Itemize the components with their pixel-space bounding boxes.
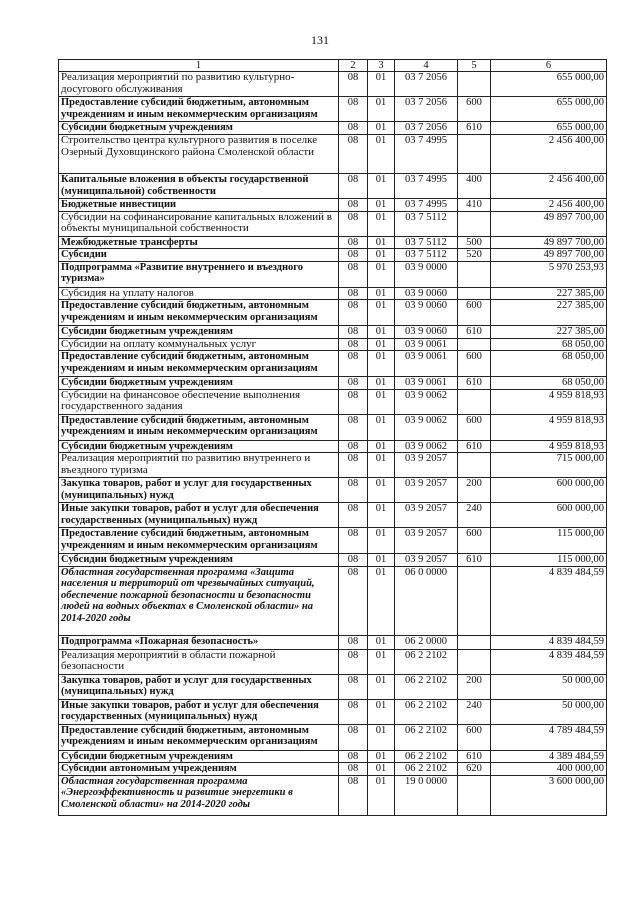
row-subsection: 01 xyxy=(368,763,395,776)
row-subsection: 01 xyxy=(368,724,395,750)
row-name: Капитальные вложения в объекты государственной (муниципальной) собственности xyxy=(59,174,339,199)
row-expense-type: 610 xyxy=(458,326,491,339)
row-target-article: 03 7 2056 xyxy=(395,97,458,122)
row-target-article: 03 9 0060 xyxy=(395,326,458,339)
row-expense-type: 610 xyxy=(458,554,491,567)
row-expense-type: 520 xyxy=(458,249,491,262)
row-expense-type xyxy=(458,338,491,351)
row-amount: 115 000,00 xyxy=(491,528,607,554)
row-expense-type: 600 xyxy=(458,351,491,377)
row-section: 08 xyxy=(339,763,368,776)
row-amount: 4 959 818,93 xyxy=(491,440,607,453)
row-expense-type xyxy=(458,635,491,649)
row-name: Закупка товаров, работ и услуг для государственных (муниципальных) нужд xyxy=(59,478,339,503)
row-target-article: 03 7 5112 xyxy=(395,236,458,249)
table-row xyxy=(59,97,607,122)
row-expense-type xyxy=(458,649,491,674)
row-section: 08 xyxy=(339,135,368,174)
table-row xyxy=(59,300,607,326)
row-name: Субсидии на оплату коммунальных услуг xyxy=(59,338,339,351)
table-row xyxy=(59,199,607,212)
row-name: Предоставление субсидий бюджетным, автономным учреждениям и иным некоммерческим организациям xyxy=(59,528,339,554)
row-amount: 227 385,00 xyxy=(491,287,607,300)
row-section: 08 xyxy=(339,199,368,212)
row-target-article: 06 2 2102 xyxy=(395,674,458,699)
row-name: Предоставление субсидий бюджетным, автономным учреждениям и иным некоммерческим организациям xyxy=(59,97,339,122)
row-name: Межбюджетные трансферты xyxy=(59,236,339,249)
row-subsection: 01 xyxy=(368,377,395,390)
row-amount: 5 970 253,93 xyxy=(491,261,607,287)
table-row xyxy=(59,528,607,554)
row-name: Предоставление субсидий бюджетным, автономным учреждениям и иным некоммерческим организациям xyxy=(59,724,339,750)
row-target-article: 03 9 2057 xyxy=(395,528,458,554)
row-amount: 600 000,00 xyxy=(491,478,607,503)
table-row xyxy=(59,674,607,699)
row-subsection: 01 xyxy=(368,414,395,440)
row-amount: 227 385,00 xyxy=(491,326,607,339)
row-section: 08 xyxy=(339,414,368,440)
row-target-article: 03 7 5112 xyxy=(395,211,458,236)
row-target-article: 03 7 4995 xyxy=(395,174,458,199)
row-section: 08 xyxy=(339,528,368,554)
row-expense-type: 410 xyxy=(458,199,491,212)
row-target-article: 06 2 2102 xyxy=(395,750,458,763)
row-expense-type: 610 xyxy=(458,440,491,453)
row-subsection: 01 xyxy=(368,649,395,674)
row-section: 08 xyxy=(339,389,368,414)
row-target-article: 03 7 5112 xyxy=(395,249,458,262)
row-target-article: 06 2 2102 xyxy=(395,724,458,750)
row-name: Строительство центра культурного развития в поселке Озерный Духовщинского района Смоленской области xyxy=(59,135,339,174)
row-subsection: 01 xyxy=(368,287,395,300)
row-amount: 68 050,00 xyxy=(491,338,607,351)
row-target-article: 06 2 2102 xyxy=(395,763,458,776)
table-row xyxy=(59,724,607,750)
row-subsection: 01 xyxy=(368,674,395,699)
row-expense-type: 600 xyxy=(458,724,491,750)
row-section: 08 xyxy=(339,236,368,249)
row-name: Предоставление субсидий бюджетным, автономным учреждениям и иным некоммерческим организациям xyxy=(59,414,339,440)
row-target-article: 03 9 2057 xyxy=(395,554,458,567)
row-amount: 115 000,00 xyxy=(491,554,607,567)
table-body xyxy=(59,72,607,816)
table-row xyxy=(59,414,607,440)
row-name: Предоставление субсидий бюджетным, автономным учреждениям и иным некоммерческим организациям xyxy=(59,351,339,377)
row-expense-type: 600 xyxy=(458,528,491,554)
row-amount: 4 959 818,93 xyxy=(491,389,607,414)
row-subsection: 01 xyxy=(368,174,395,199)
row-expense-type xyxy=(458,453,491,478)
row-amount: 655 000,00 xyxy=(491,72,607,97)
row-section: 08 xyxy=(339,503,368,528)
row-section: 08 xyxy=(339,440,368,453)
row-subsection: 01 xyxy=(368,503,395,528)
table-row xyxy=(59,750,607,763)
row-amount: 4 389 484,59 xyxy=(491,750,607,763)
row-name: Иные закупки товаров, работ и услуг для обеспечения государственных (муниципальных) нужд xyxy=(59,699,339,724)
row-expense-type xyxy=(458,389,491,414)
row-name: Реализация мероприятий в области пожарной безопасности xyxy=(59,649,339,674)
row-section: 08 xyxy=(339,287,368,300)
row-subsection: 01 xyxy=(368,72,395,97)
row-target-article: 06 0 0000 xyxy=(395,566,458,635)
row-target-article: 03 9 0060 xyxy=(395,300,458,326)
row-name: Субсидии бюджетным учреждениям xyxy=(59,122,339,135)
row-subsection: 01 xyxy=(368,478,395,503)
row-target-article: 03 7 4995 xyxy=(395,199,458,212)
row-subsection: 01 xyxy=(368,528,395,554)
row-name: Субсидия на уплату налогов xyxy=(59,287,339,300)
row-expense-type: 620 xyxy=(458,763,491,776)
row-target-article: 03 9 0061 xyxy=(395,377,458,390)
row-section: 08 xyxy=(339,649,368,674)
row-section: 08 xyxy=(339,351,368,377)
row-section: 08 xyxy=(339,249,368,262)
row-subsection: 01 xyxy=(368,97,395,122)
row-name: Субсидии бюджетным учреждениям xyxy=(59,750,339,763)
column-header-6: 6 xyxy=(491,60,607,72)
row-subsection: 01 xyxy=(368,775,395,815)
table-row xyxy=(59,775,607,815)
row-section: 08 xyxy=(339,377,368,390)
row-subsection: 01 xyxy=(368,566,395,635)
row-subsection: 01 xyxy=(368,351,395,377)
row-section: 08 xyxy=(339,300,368,326)
table-row xyxy=(59,635,607,649)
row-subsection: 01 xyxy=(368,199,395,212)
row-name: Субсидии xyxy=(59,249,339,262)
table-row xyxy=(59,261,607,287)
row-expense-type: 200 xyxy=(458,674,491,699)
row-amount: 2 456 400,00 xyxy=(491,135,607,174)
table-row xyxy=(59,699,607,724)
row-section: 08 xyxy=(339,72,368,97)
column-header-3: 3 xyxy=(368,60,395,72)
row-expense-type: 610 xyxy=(458,122,491,135)
table-row xyxy=(59,453,607,478)
table-row xyxy=(59,211,607,236)
row-section: 08 xyxy=(339,122,368,135)
table-row xyxy=(59,338,607,351)
column-header-4: 4 xyxy=(395,60,458,72)
row-subsection: 01 xyxy=(368,326,395,339)
row-expense-type: 240 xyxy=(458,503,491,528)
row-target-article: 03 9 2057 xyxy=(395,503,458,528)
table-row xyxy=(59,122,607,135)
row-name: Субсидии автономным учреждениям xyxy=(59,763,339,776)
row-subsection: 01 xyxy=(368,554,395,567)
row-name: Областная государственная программа «Защита населения и территорий от чрезвычайных ситуаций, обеспечение пожарной безопасности и безопасности людей на водных объектах в Смоленской области» на 2014-2020 годы xyxy=(59,566,339,635)
row-expense-type xyxy=(458,566,491,635)
row-amount: 3 600 000,00 xyxy=(491,775,607,815)
row-name: Субсидии на финансовое обеспечение выполнения государственного задания xyxy=(59,389,339,414)
row-target-article: 03 9 0000 xyxy=(395,261,458,287)
row-expense-type: 500 xyxy=(458,236,491,249)
row-target-article: 03 7 2056 xyxy=(395,122,458,135)
table-row xyxy=(59,440,607,453)
table-row xyxy=(59,135,607,174)
row-subsection: 01 xyxy=(368,338,395,351)
row-amount: 49 897 700,00 xyxy=(491,249,607,262)
row-subsection: 01 xyxy=(368,122,395,135)
row-expense-type xyxy=(458,775,491,815)
row-target-article: 03 9 2057 xyxy=(395,478,458,503)
row-amount: 4 839 484,59 xyxy=(491,649,607,674)
row-name: Реализация мероприятий по развитию культурно-досугового обслуживания xyxy=(59,72,339,97)
row-target-article: 03 9 2057 xyxy=(395,453,458,478)
row-name: Субсидии бюджетным учреждениям xyxy=(59,326,339,339)
row-expense-type xyxy=(458,287,491,300)
row-section: 08 xyxy=(339,724,368,750)
row-target-article: 03 9 0061 xyxy=(395,338,458,351)
row-target-article: 06 2 2102 xyxy=(395,649,458,674)
table-row xyxy=(59,249,607,262)
table-row xyxy=(59,478,607,503)
row-section: 08 xyxy=(339,699,368,724)
row-subsection: 01 xyxy=(368,300,395,326)
row-expense-type: 600 xyxy=(458,97,491,122)
table-row xyxy=(59,287,607,300)
row-name: Иные закупки товаров, работ и услуг для обеспечения государственных (муниципальных) нужд xyxy=(59,503,339,528)
table-row xyxy=(59,351,607,377)
row-target-article: 03 9 0060 xyxy=(395,287,458,300)
row-subsection: 01 xyxy=(368,211,395,236)
column-header-2: 2 xyxy=(339,60,368,72)
row-section: 08 xyxy=(339,261,368,287)
row-name: Реализация мероприятий по развитию внутреннего и въездного туризма xyxy=(59,453,339,478)
table-header-row xyxy=(59,60,607,72)
table-row xyxy=(59,174,607,199)
row-amount: 4 839 484,59 xyxy=(491,566,607,635)
row-name: Субсидии на софинансирование капитальных вложений в объекты муниципальной собственности xyxy=(59,211,339,236)
table-row xyxy=(59,649,607,674)
row-expense-type: 610 xyxy=(458,750,491,763)
table-row xyxy=(59,503,607,528)
budget-table xyxy=(58,59,607,816)
table-row xyxy=(59,763,607,776)
row-section: 08 xyxy=(339,775,368,815)
row-expense-type: 600 xyxy=(458,414,491,440)
row-subsection: 01 xyxy=(368,750,395,763)
row-amount: 600 000,00 xyxy=(491,503,607,528)
column-header-5: 5 xyxy=(458,60,491,72)
row-name: Закупка товаров, работ и услуг для государственных (муниципальных) нужд xyxy=(59,674,339,699)
row-section: 08 xyxy=(339,174,368,199)
row-expense-type: 600 xyxy=(458,300,491,326)
row-expense-type xyxy=(458,261,491,287)
row-subsection: 01 xyxy=(368,440,395,453)
row-target-article: 03 7 4995 xyxy=(395,135,458,174)
row-amount: 49 897 700,00 xyxy=(491,211,607,236)
row-amount: 715 000,00 xyxy=(491,453,607,478)
row-target-article: 03 9 0062 xyxy=(395,389,458,414)
row-target-article: 06 2 0000 xyxy=(395,635,458,649)
row-subsection: 01 xyxy=(368,635,395,649)
row-target-article: 03 9 0061 xyxy=(395,351,458,377)
row-amount: 2 456 400,00 xyxy=(491,174,607,199)
row-name: Субсидии бюджетным учреждениям xyxy=(59,554,339,567)
row-subsection: 01 xyxy=(368,453,395,478)
row-expense-type xyxy=(458,72,491,97)
row-subsection: 01 xyxy=(368,261,395,287)
row-target-article: 19 0 0000 xyxy=(395,775,458,815)
row-name: Подпрограмма «Развитие внутреннего и въездного туризма» xyxy=(59,261,339,287)
table-row xyxy=(59,554,607,567)
page-number: 131 xyxy=(311,33,329,47)
row-section: 08 xyxy=(339,478,368,503)
row-amount: 68 050,00 xyxy=(491,377,607,390)
row-name: Бюджетные инвестиции xyxy=(59,199,339,212)
row-amount: 4 959 818,93 xyxy=(491,414,607,440)
row-section: 08 xyxy=(339,674,368,699)
row-section: 08 xyxy=(339,453,368,478)
table-row xyxy=(59,377,607,390)
row-section: 08 xyxy=(339,211,368,236)
row-expense-type: 240 xyxy=(458,699,491,724)
row-section: 08 xyxy=(339,566,368,635)
row-section: 08 xyxy=(339,97,368,122)
row-amount: 655 000,00 xyxy=(491,122,607,135)
row-amount: 227 385,00 xyxy=(491,300,607,326)
row-subsection: 01 xyxy=(368,249,395,262)
row-subsection: 01 xyxy=(368,389,395,414)
row-name: Субсидии бюджетным учреждениям xyxy=(59,377,339,390)
row-target-article: 03 9 0062 xyxy=(395,414,458,440)
row-target-article: 06 2 2102 xyxy=(395,699,458,724)
table-row xyxy=(59,389,607,414)
table-row xyxy=(59,326,607,339)
row-amount: 49 897 700,00 xyxy=(491,236,607,249)
row-amount: 2 456 400,00 xyxy=(491,199,607,212)
row-name: Предоставление субсидий бюджетным, автономным учреждениям и иным некоммерческим организациям xyxy=(59,300,339,326)
row-section: 08 xyxy=(339,326,368,339)
row-subsection: 01 xyxy=(368,236,395,249)
row-subsection: 01 xyxy=(368,135,395,174)
row-name: Подпрограмма «Пожарная безопасность» xyxy=(59,635,339,649)
row-section: 08 xyxy=(339,338,368,351)
row-expense-type: 200 xyxy=(458,478,491,503)
row-amount: 68 050,00 xyxy=(491,351,607,377)
row-section: 08 xyxy=(339,635,368,649)
table-row xyxy=(59,72,607,97)
table-row xyxy=(59,566,607,635)
row-amount: 4 839 484,59 xyxy=(491,635,607,649)
row-amount: 655 000,00 xyxy=(491,97,607,122)
row-expense-type: 400 xyxy=(458,174,491,199)
row-name: Субсидии бюджетным учреждениям xyxy=(59,440,339,453)
row-expense-type xyxy=(458,135,491,174)
row-expense-type: 610 xyxy=(458,377,491,390)
row-target-article: 03 9 0062 xyxy=(395,440,458,453)
row-name: Областная государственная программа «Энергоэффективность и развитие энергетики в Смоленской области» на 2014-2020 годы xyxy=(59,775,339,815)
row-target-article: 03 7 2056 xyxy=(395,72,458,97)
row-amount: 400 000,00 xyxy=(491,763,607,776)
row-section: 08 xyxy=(339,554,368,567)
table-row xyxy=(59,236,607,249)
row-amount: 50 000,00 xyxy=(491,699,607,724)
row-subsection: 01 xyxy=(368,699,395,724)
row-expense-type xyxy=(458,211,491,236)
row-amount: 4 789 484,59 xyxy=(491,724,607,750)
row-section: 08 xyxy=(339,750,368,763)
column-header-1: 1 xyxy=(59,60,339,72)
row-amount: 50 000,00 xyxy=(491,674,607,699)
